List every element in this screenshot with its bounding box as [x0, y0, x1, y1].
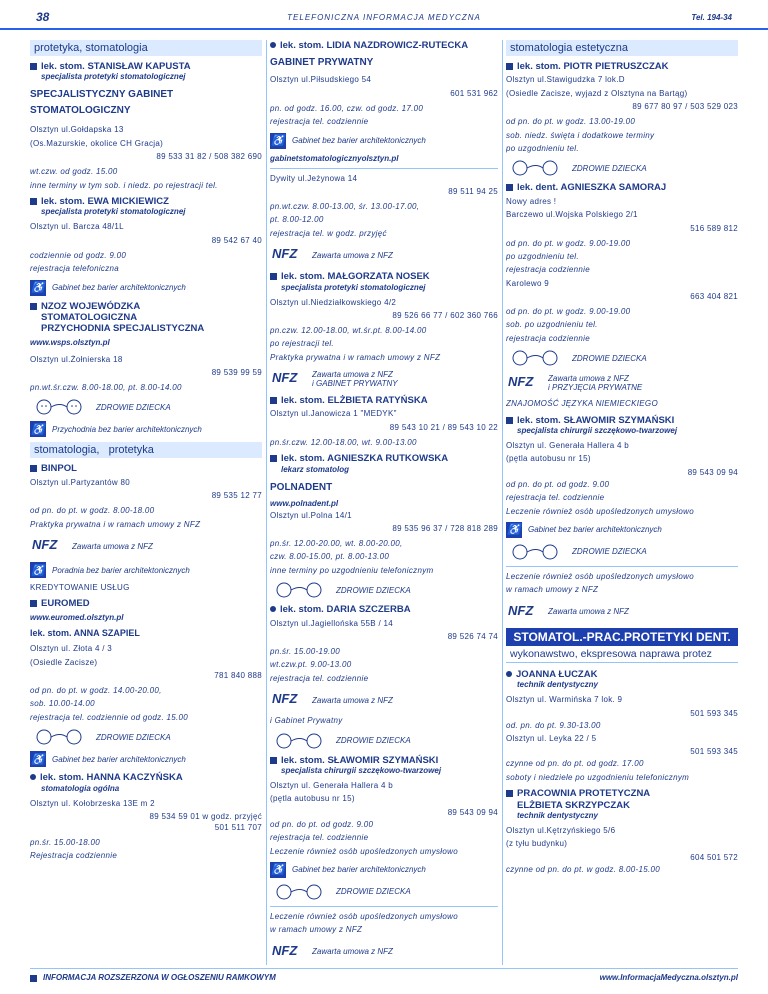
- hours: Rejestracja codziennie: [30, 851, 118, 861]
- hours: Leczenie również osób upośledzonych umysłowo: [270, 846, 458, 856]
- phone: 89 677 80 97 / 503 529 023: [632, 102, 738, 112]
- hours: pn.czw. 12.00-18.00, wt.śr.pt. 8.00-14.00: [270, 325, 427, 335]
- address: Olsztyn ul.Jagiellońska 55B / 14: [270, 618, 393, 628]
- svg-text:NFZ: NFZ: [272, 246, 298, 262]
- address: Olsztyn ul.Niedziałkowskiego 4/2: [270, 297, 397, 307]
- nfz-note: Zawarta umowa z NFZ: [548, 607, 629, 617]
- hours: po rejestracji tel.: [270, 339, 334, 349]
- footer-website-link[interactable]: www.InformacjaMedyczna.olsztyn.pl: [599, 973, 738, 982]
- credit-note: KREDYTOWANIE USŁUG: [30, 583, 130, 593]
- listing-specialty: stomatologia ogólna: [41, 783, 120, 793]
- phone: 89 542 67 40: [211, 235, 262, 245]
- nfz-note: Zawarta umowa z NFZ i PRZYJĘCIA PRYWATNE: [548, 374, 643, 393]
- hours: Leczenie również osób upośledzonych umysłowo: [506, 506, 694, 516]
- clinic-name: GABINET PRYWATNY: [270, 57, 374, 69]
- square-bullet-icon: [270, 757, 277, 764]
- children-faces-icon: [30, 728, 90, 746]
- phone: 781 840 888: [214, 670, 262, 680]
- nfz-logo: [270, 244, 306, 266]
- listing-name: lek. stom. PIOTR PIETRUSZCZAK: [517, 61, 669, 72]
- phone: 89 533 31 82 / 508 382 690: [156, 152, 262, 162]
- square-bullet-icon: [30, 303, 37, 310]
- divider: [270, 906, 498, 907]
- section-header: STOMATOL.-PRAC.PROTETYKI DENT.: [506, 628, 738, 646]
- section-subheader: wykonawstwo, ekspresowa naprawa protez: [506, 646, 738, 663]
- nfz-note: Zawarta umowa z NFZ: [72, 541, 153, 551]
- square-bullet-icon: [30, 198, 37, 205]
- children-faces-icon: [270, 732, 330, 750]
- round-bullet-icon: [270, 42, 276, 48]
- hours: pn.wt.śr.czw. 8.00-18.00, pt. 8.00-14.00: [30, 383, 182, 393]
- column-divider: [502, 40, 503, 965]
- listing-name: BINPOL: [41, 463, 77, 475]
- hours: czw. 8.00-15.00, pt. 8.00-13.00: [270, 552, 390, 562]
- listing: [270, 271, 498, 390]
- address: (Osiedle Zacisze, wyjazd z Olsztyna na Bartąg): [506, 88, 688, 98]
- hours: soboty i niedziele po uzgodnieniu telefonicznym: [506, 772, 690, 782]
- nfz-logo: [30, 535, 66, 557]
- clinic-name: SPECJALISTYCZNY GABINET STOMATOLOGICZNY: [30, 89, 174, 117]
- wheelchair-icon: ♿: [30, 280, 46, 296]
- hours: od pn. do pt. w godz. 8.00-18.00: [30, 506, 155, 516]
- website-link[interactable]: www.euromed.olsztyn.pl: [30, 612, 124, 622]
- address: Olsztyn ul. Leyka 22 / 5: [506, 733, 597, 743]
- hours: pn. od godz. 16.00, czw. od godz. 17.00: [270, 103, 424, 113]
- svg-text:NFZ: NFZ: [272, 942, 298, 958]
- divider: [506, 566, 738, 567]
- section-header: protetyka, stomatologia: [30, 40, 262, 56]
- children-faces-icon: [270, 883, 330, 901]
- phone: 89 535 96 37 / 728 818 289: [392, 524, 498, 534]
- nfz-note: Zawarta umowa z NFZ: [312, 250, 393, 260]
- listing-name: lek. stom. HANNA KACZYŃSKA: [40, 772, 183, 784]
- hours: pn.wt.czw. 8.00-13.00, śr. 13.00-17.00,: [270, 201, 420, 211]
- listing-name: JOANNA ŁUCZAK: [516, 668, 598, 680]
- address: Olsztyn ul. Generała Hallera 4 b: [506, 441, 629, 451]
- svg-text:NFZ: NFZ: [508, 374, 534, 390]
- listing: [30, 772, 262, 862]
- wheelchair-icon: ♿: [270, 133, 286, 149]
- hours: sob. 10.00-14.00: [30, 699, 95, 709]
- listing-specialty: specjalista protetyki stomatologicznej: [41, 72, 186, 82]
- phone: 663 404 821: [690, 292, 738, 302]
- phone: 501 593 345: [690, 747, 738, 757]
- address: Olsztyn ul.Piłsudskiego 54: [270, 75, 372, 85]
- nfz-logo: [506, 601, 542, 623]
- address: Olsztyn ul.Partyzantów 80: [30, 477, 130, 487]
- nfz-note: Zawarta umowa z NFZ: [312, 695, 393, 705]
- page-title: TELEFONICZNA INFORMACJA MEDYCZNA: [287, 13, 481, 22]
- phone: 89 539 99 59: [211, 368, 262, 378]
- listing: [30, 301, 262, 438]
- listing-name: lek. stom. EWA MICKIEWICZ: [41, 195, 169, 207]
- listing: [506, 415, 738, 623]
- phone: 89 535 12 77: [211, 491, 262, 501]
- children-faces-icon: [506, 159, 566, 177]
- hours: od pn. do pt. w godz. 9.00-19.00: [506, 238, 631, 248]
- clinic-name: POLNADENT: [270, 481, 333, 493]
- address: (pętla autobusu nr 15): [506, 454, 591, 464]
- hours: pn.śr.czw. 12.00-18.00, wt. 9.00-13.00: [270, 437, 417, 447]
- children-faces-icon: [506, 349, 566, 367]
- hours: czynne od pn. do pt. w godz. 8.00-15.00: [506, 864, 661, 874]
- hours: rejestracja tel. codziennie: [506, 493, 605, 503]
- phone: 89 534 59 01 w godz. przyjęć: [149, 811, 262, 821]
- children-faces-icon: [270, 581, 330, 599]
- nfz-logo: [270, 368, 306, 390]
- listing-specialty: specjalista protetyki stomatologicznej: [281, 282, 426, 292]
- round-bullet-icon: [30, 774, 36, 780]
- listing-name: EUROMED: [41, 598, 90, 610]
- address: Olsztyn ul.Żołnierska 18: [30, 354, 123, 364]
- wheelchair-icon: ♿: [506, 522, 522, 538]
- hours: inne terminy w tym sob. i niedz. po rejestracji tel.: [30, 180, 218, 190]
- hours: od pn. do pt. w godz. 14.00-20.00,: [30, 685, 162, 695]
- listing: [30, 196, 262, 296]
- website-link[interactable]: www.wsps.olsztyn.pl: [30, 337, 110, 347]
- address: Barczewo ul.Wojska Polskiego 2/1: [506, 210, 638, 220]
- hours: pn.śr. 15.00-19.00: [270, 646, 341, 656]
- listing: [506, 788, 738, 875]
- listing-name: lek. stom. ELŻBIETA RATYŃSKA: [281, 395, 428, 407]
- phone: 601 531 962: [450, 88, 498, 98]
- address: (pętla autobusu nr 15): [270, 794, 355, 804]
- hours: inne terminy po uzgodnieniu telefonicznym: [270, 565, 434, 575]
- hours: pt. 8.00-12.00: [270, 215, 324, 225]
- hours: od pn. do pt. od godz. 9.00: [506, 479, 610, 489]
- address: (Osiedle Zacisze): [30, 657, 98, 667]
- listing-name: lek. dent. AGNIESZKA SAMORAJ: [517, 182, 667, 194]
- address: Olsztyn ul.Gołdapska 13: [30, 125, 124, 135]
- hours: po uzgodnieniu tel.: [506, 251, 579, 261]
- square-bullet-icon: [30, 600, 37, 607]
- listing-specialty: specjalista chirurgii szczękowo-twarzowej: [281, 765, 442, 775]
- listing: [30, 61, 262, 191]
- listing-name: lek. stom. MAŁGORZATA NOSEK: [281, 271, 430, 283]
- square-bullet-icon: [506, 790, 513, 797]
- hours: od pn. do pt. w godz. 13.00-19.00: [506, 117, 636, 127]
- accessibility-note: Gabinet bez barier architektonicznych: [292, 136, 426, 146]
- square-bullet-icon: [30, 465, 37, 472]
- nfz-treatment-note: Leczenie również osób upośledzonych umysłowo: [270, 911, 458, 921]
- address: Olsztyn ul. Generała Hallera 4 b: [270, 780, 393, 790]
- listing: [270, 40, 498, 266]
- hours: wt.czw. od godz. 15.00: [30, 167, 118, 177]
- listing: [506, 61, 738, 177]
- accessibility-note: Gabinet bez barier architektonicznych: [52, 754, 186, 764]
- address-note: Nowy adres !: [506, 196, 557, 206]
- nfz-note: Zawarta umowa z NFZ i GABINET PRYWATNY: [312, 370, 398, 389]
- listing: [270, 604, 498, 749]
- website-link[interactable]: gabinetstomatologicznyolsztyn.pl: [270, 153, 399, 163]
- nfz-note: Zawarta umowa z NFZ: [312, 947, 393, 957]
- hours: rejestracja tel. codziennie od godz. 15.00: [30, 712, 189, 722]
- square-bullet-icon: [30, 975, 37, 982]
- phone: 89 511 94 25: [448, 186, 498, 196]
- hours: od pn. do pt. od godz. 9.00: [270, 819, 374, 829]
- square-bullet-icon: [270, 273, 277, 280]
- address: (z tyłu budynku): [506, 839, 568, 849]
- hours: pn.śr. 12.00-20.00, wt. 8.00-20.00,: [270, 539, 403, 549]
- address: Karolewo 9: [506, 278, 550, 288]
- hours: rejestracja codziennie: [506, 333, 590, 343]
- phone: 89 543 09 94: [687, 467, 738, 477]
- kids-note: ZDROWIE DZIECKA: [572, 547, 647, 557]
- listing-specialty: lekarz stomatolog: [281, 464, 350, 474]
- nfz-logo: [270, 689, 306, 711]
- svg-text:NFZ: NFZ: [508, 602, 534, 618]
- page-number: 38: [36, 10, 50, 24]
- address: Olsztyn ul.Kętrzyńskiego 5/6: [506, 825, 616, 835]
- kids-note: ZDROWIE DZIECKA: [336, 585, 411, 595]
- hours: rejestracja tel. codziennie: [270, 117, 369, 127]
- hours: rejestracja tel. codziennie: [270, 833, 369, 843]
- children-faces-icon: [30, 398, 90, 416]
- kids-note: ZDROWIE DZIECKA: [336, 736, 411, 746]
- listing: [506, 182, 738, 409]
- page-footer: [30, 968, 738, 986]
- section-header: stomatologia estetyczna: [506, 40, 738, 56]
- address: Dywity ul.Jeżynowa 14: [270, 173, 358, 183]
- listing-name: lek. stom. DARIA SZCZERBA: [280, 604, 411, 616]
- wheelchair-icon: ♿: [30, 751, 46, 767]
- accessibility-note: Gabinet bez barier architektonicznych: [52, 283, 186, 293]
- listing: [30, 598, 262, 767]
- listing-specialty: specjalista chirurgii szczękowo-twarzowej: [517, 426, 678, 436]
- nfz-logo: [506, 372, 542, 394]
- hours: rejestracja telefoniczna: [30, 264, 120, 274]
- listing: [270, 395, 498, 448]
- column-divider: [266, 40, 267, 965]
- hours: od. pn. do pt. 9.30-13.00: [506, 720, 601, 730]
- phone: 501 511 707: [214, 822, 262, 832]
- square-bullet-icon: [506, 184, 513, 191]
- website-link[interactable]: www.polnadent.pl: [270, 498, 339, 508]
- round-bullet-icon: [270, 606, 276, 612]
- accessibility-note: Przychodnia bez barier architektonicznych: [52, 424, 202, 434]
- hours: Praktyka prywatna i w ramach umowy z NFZ: [30, 519, 201, 529]
- svg-text:NFZ: NFZ: [272, 691, 298, 707]
- phone: 604 501 572: [690, 852, 738, 862]
- square-bullet-icon: [30, 63, 37, 70]
- hours: wt.czw.pt. 9.00-13.00: [270, 660, 352, 670]
- wheelchair-icon: ♿: [270, 862, 286, 878]
- private-note: i Gabinet Prywatny: [270, 716, 343, 726]
- listing-name: lek. stom. STANISŁAW KAPUSTA: [41, 61, 191, 72]
- address: Olsztyn ul. Kołobrzeska 13E m 2: [30, 798, 155, 808]
- square-bullet-icon: [506, 417, 513, 424]
- listing-specialty: technik dentystyczny: [517, 810, 598, 820]
- address: Olsztyn ul.Polna 14/1: [270, 510, 352, 520]
- column-1: [30, 40, 262, 965]
- phone: 516 589 812: [690, 223, 738, 233]
- phone: 501 593 345: [690, 708, 738, 718]
- listing-specialty: technik dentystyczny: [517, 680, 598, 690]
- listing-name: NZOZ WOJEWÓDZKA STOMATOLOGICZNA PRZYCHODNIA SPECJALISTYCZNA: [41, 300, 205, 335]
- listing-name: lek. stom. AGNIESZKA RUTKOWSKA: [281, 453, 449, 465]
- kids-note: ZDROWIE DZIECKA: [96, 402, 171, 412]
- listing: [30, 463, 262, 593]
- phone: 89 543 10 21 / 89 543 10 22: [389, 422, 498, 432]
- header-phone: Tel. 194-34: [691, 13, 732, 22]
- phone: 89 543 09 94: [447, 807, 498, 817]
- kids-note: ZDROWIE DZIECKA: [96, 732, 171, 742]
- nfz-logo: [270, 941, 306, 963]
- nfz-treatment-note: Leczenie również osób upośledzonych umysłowo: [506, 571, 694, 581]
- nfz-treatment-note: w ramach umowy z NFZ: [270, 925, 363, 935]
- kids-note: ZDROWIE DZIECKA: [572, 163, 647, 173]
- hours: rejestracja codziennie: [506, 265, 590, 275]
- nfz-treatment-note: w ramach umowy z NFZ: [506, 585, 599, 595]
- section-header: stomatologia, protetyka: [30, 442, 262, 458]
- round-bullet-icon: [506, 671, 512, 677]
- hours: czynne od pn. do pt. od godz. 17.00: [506, 759, 644, 769]
- address: Olsztyn ul.Stawigudzka 7 lok.D: [506, 75, 625, 85]
- wheelchair-icon: ♿: [30, 562, 46, 578]
- listing-name: lek. stom. LIDIA NAZDROWICZ-RUTECKA: [280, 40, 469, 51]
- listing: [270, 755, 498, 963]
- hours: rejestracja tel. w godz. przyjęć: [270, 228, 387, 238]
- phone: 89 526 66 77 / 602 360 766: [392, 310, 498, 320]
- footer-note: INFORMACJA ROZSZERZONA W OGŁOSZENIU RAMKOWYM: [43, 973, 276, 982]
- svg-text:NFZ: NFZ: [32, 537, 58, 553]
- listing-name: lek. stom. SŁAWOMIR SZYMAŃSKI: [517, 414, 675, 426]
- listing: [506, 669, 738, 783]
- accessibility-note: Gabinet bez barier architektonicznych: [292, 865, 426, 875]
- doctor-name: lek. stom. ANNA SZAPIEL: [30, 627, 140, 638]
- address: Olsztyn ul. Złota 4 / 3: [30, 644, 113, 654]
- column-3: [506, 40, 738, 965]
- square-bullet-icon: [506, 63, 513, 70]
- accessibility-note: Poradnia bez barier architektonicznych: [52, 565, 190, 575]
- hours: codziennie od godz. 9.00: [30, 250, 127, 260]
- square-bullet-icon: [270, 455, 277, 462]
- hours: rejestracja tel. codziennie: [270, 673, 369, 683]
- listing-name: PRACOWNIA PROTETYCZNA ELŻBIETA SKRZYPCZAK: [517, 788, 651, 811]
- hours: sob. niedz. święta i dodatkowe terminy: [506, 130, 655, 140]
- address: (Os.Mazurskie, okolice CH Gracja): [30, 138, 164, 148]
- hours: sob. po uzgodnieniu tel.: [506, 320, 598, 330]
- hours: pn.śr. 15.00-18.00: [30, 837, 101, 847]
- address: Olsztyn ul. Warmińska 7 lok. 9: [506, 695, 623, 705]
- language-note: ZNAJOMOŚĆ JĘZYKA NIEMIECKIEGO: [506, 399, 658, 409]
- listing-specialty: specjalista protetyki stomatologicznej: [41, 207, 186, 217]
- hours: Praktyka prywatna i w ramach umowy z NFZ: [270, 352, 441, 362]
- kids-note: ZDROWIE DZIECKA: [572, 353, 647, 363]
- address: Olsztyn ul.Janowicza 1 "MEDYK": [270, 409, 397, 419]
- divider: [270, 168, 498, 169]
- square-bullet-icon: [270, 397, 277, 404]
- page-header: [0, 0, 768, 34]
- children-faces-icon: [506, 543, 566, 561]
- address: Olsztyn ul. Barcza 48/1L: [30, 222, 124, 232]
- phone: 89 526 74 74: [447, 631, 498, 641]
- wheelchair-icon: ♿: [30, 421, 46, 437]
- listing-name: lek. stom. SŁAWOMIR SZYMAŃSKI: [281, 754, 439, 766]
- column-2: [270, 40, 498, 965]
- svg-text:NFZ: NFZ: [272, 370, 298, 386]
- kids-note: ZDROWIE DZIECKA: [336, 887, 411, 897]
- accessibility-note: Gabinet bez barier architektonicznych: [528, 525, 662, 535]
- hours: po uzgodnieniu tel.: [506, 143, 579, 153]
- listing: [270, 453, 498, 599]
- hours: od pn. do pt. w godz. 9.00-19.00: [506, 307, 631, 317]
